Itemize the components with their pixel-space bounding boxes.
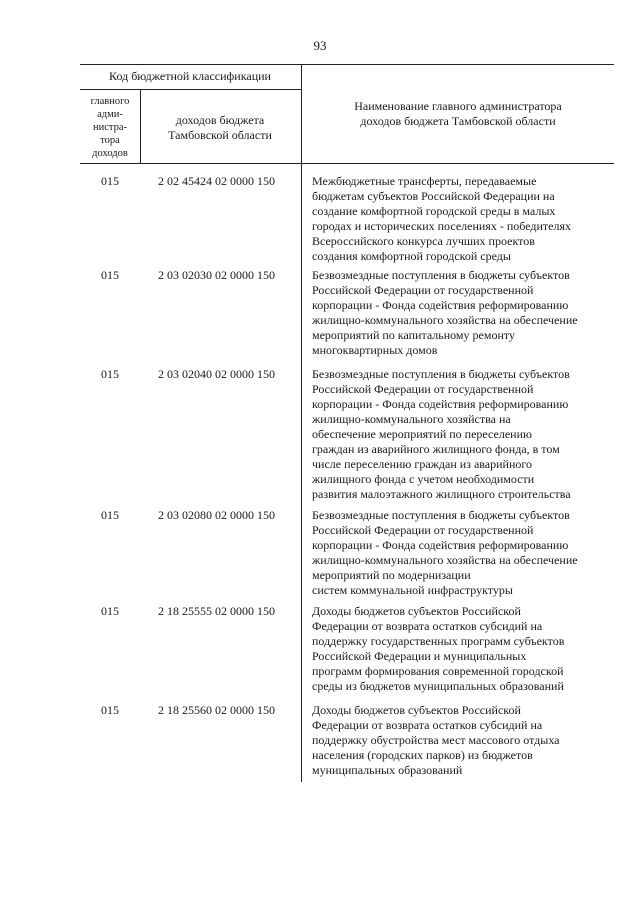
income-code: 2 03 02040 02 0000 150	[158, 367, 275, 381]
table-header	[80, 64, 614, 164]
row-description: Безвозмездные поступления в бюджеты субъектов Российской Федерации от государственной корпорации - Фонда содействия реформированию жилищно-коммунального хозяйства на обеспечение мероприятий по модернизации систем коммунальной инфраструктуры	[312, 508, 578, 597]
row-description: Доходы бюджетов субъектов Российской Федерации от возврата остатков субсидий на поддержку обустройства мест массового отдыха населения (городских парков) из бюджетов муниципальных образований	[312, 703, 560, 777]
income-code: 2 18 25560 02 0000 150	[158, 703, 275, 717]
header-divider	[80, 89, 301, 90]
page-number: 93	[313, 38, 327, 53]
row-description: Безвозмездные поступления в бюджеты субъектов Российской Федерации от государственной корпорации - Фонда содействия реформированию жилищно-коммунального хозяйства на обеспечение мероприятий по переселению граждан из аварийного жилищного фонда, в том числе переселению граждан из аварийного жилищного фонда с учетом необходимости развития малоэтажного жилищного строительства	[312, 367, 571, 501]
admin-code: 015	[101, 508, 119, 522]
header-income-column: доходов бюджета Тамбовской области	[168, 113, 272, 142]
admin-code: 015	[101, 174, 119, 188]
row-description: Межбюджетные трансферты, передаваемые бюджетам субъектов Российской Федерации на создание комфортной городской среды в малых городах и исторических поселениях - победителях Всероссийского конкурса лучших проектов создания комфортной городской среды	[312, 174, 571, 263]
header-name-column: Наименование главного администратора доходов бюджета Тамбовской области	[354, 99, 562, 128]
row-description: Доходы бюджетов субъектов Российской Федерации от возврата остатков субсидий на поддержку государственных программ субъектов Российской Федерации и муниципальных программ формирования современной городской среды из бюджетов муниципальных образований	[312, 604, 565, 693]
income-code: 2 03 02080 02 0000 150	[158, 508, 275, 522]
income-code: 2 03 02030 02 0000 150	[158, 268, 275, 282]
income-code: 2 02 45424 02 0000 150	[158, 174, 275, 188]
admin-code: 015	[101, 604, 119, 618]
header-admin-column: главного адми- нистра- тора доходов	[90, 96, 130, 159]
row-description: Безвозмездные поступления в бюджеты субъектов Российской Федерации от государственной корпорации - Фонда содействия реформированию жилищно-коммунального хозяйства на обеспечение мероприятий по капитальному ремонту многоквартирных домов	[312, 268, 578, 357]
admin-code: 015	[101, 367, 119, 381]
header-code-classification: Код бюджетной классификации	[109, 69, 271, 83]
admin-code: 015	[101, 268, 119, 282]
table-column-divider	[301, 162, 302, 782]
admin-code: 015	[101, 703, 119, 717]
income-code: 2 18 25555 02 0000 150	[158, 604, 275, 618]
